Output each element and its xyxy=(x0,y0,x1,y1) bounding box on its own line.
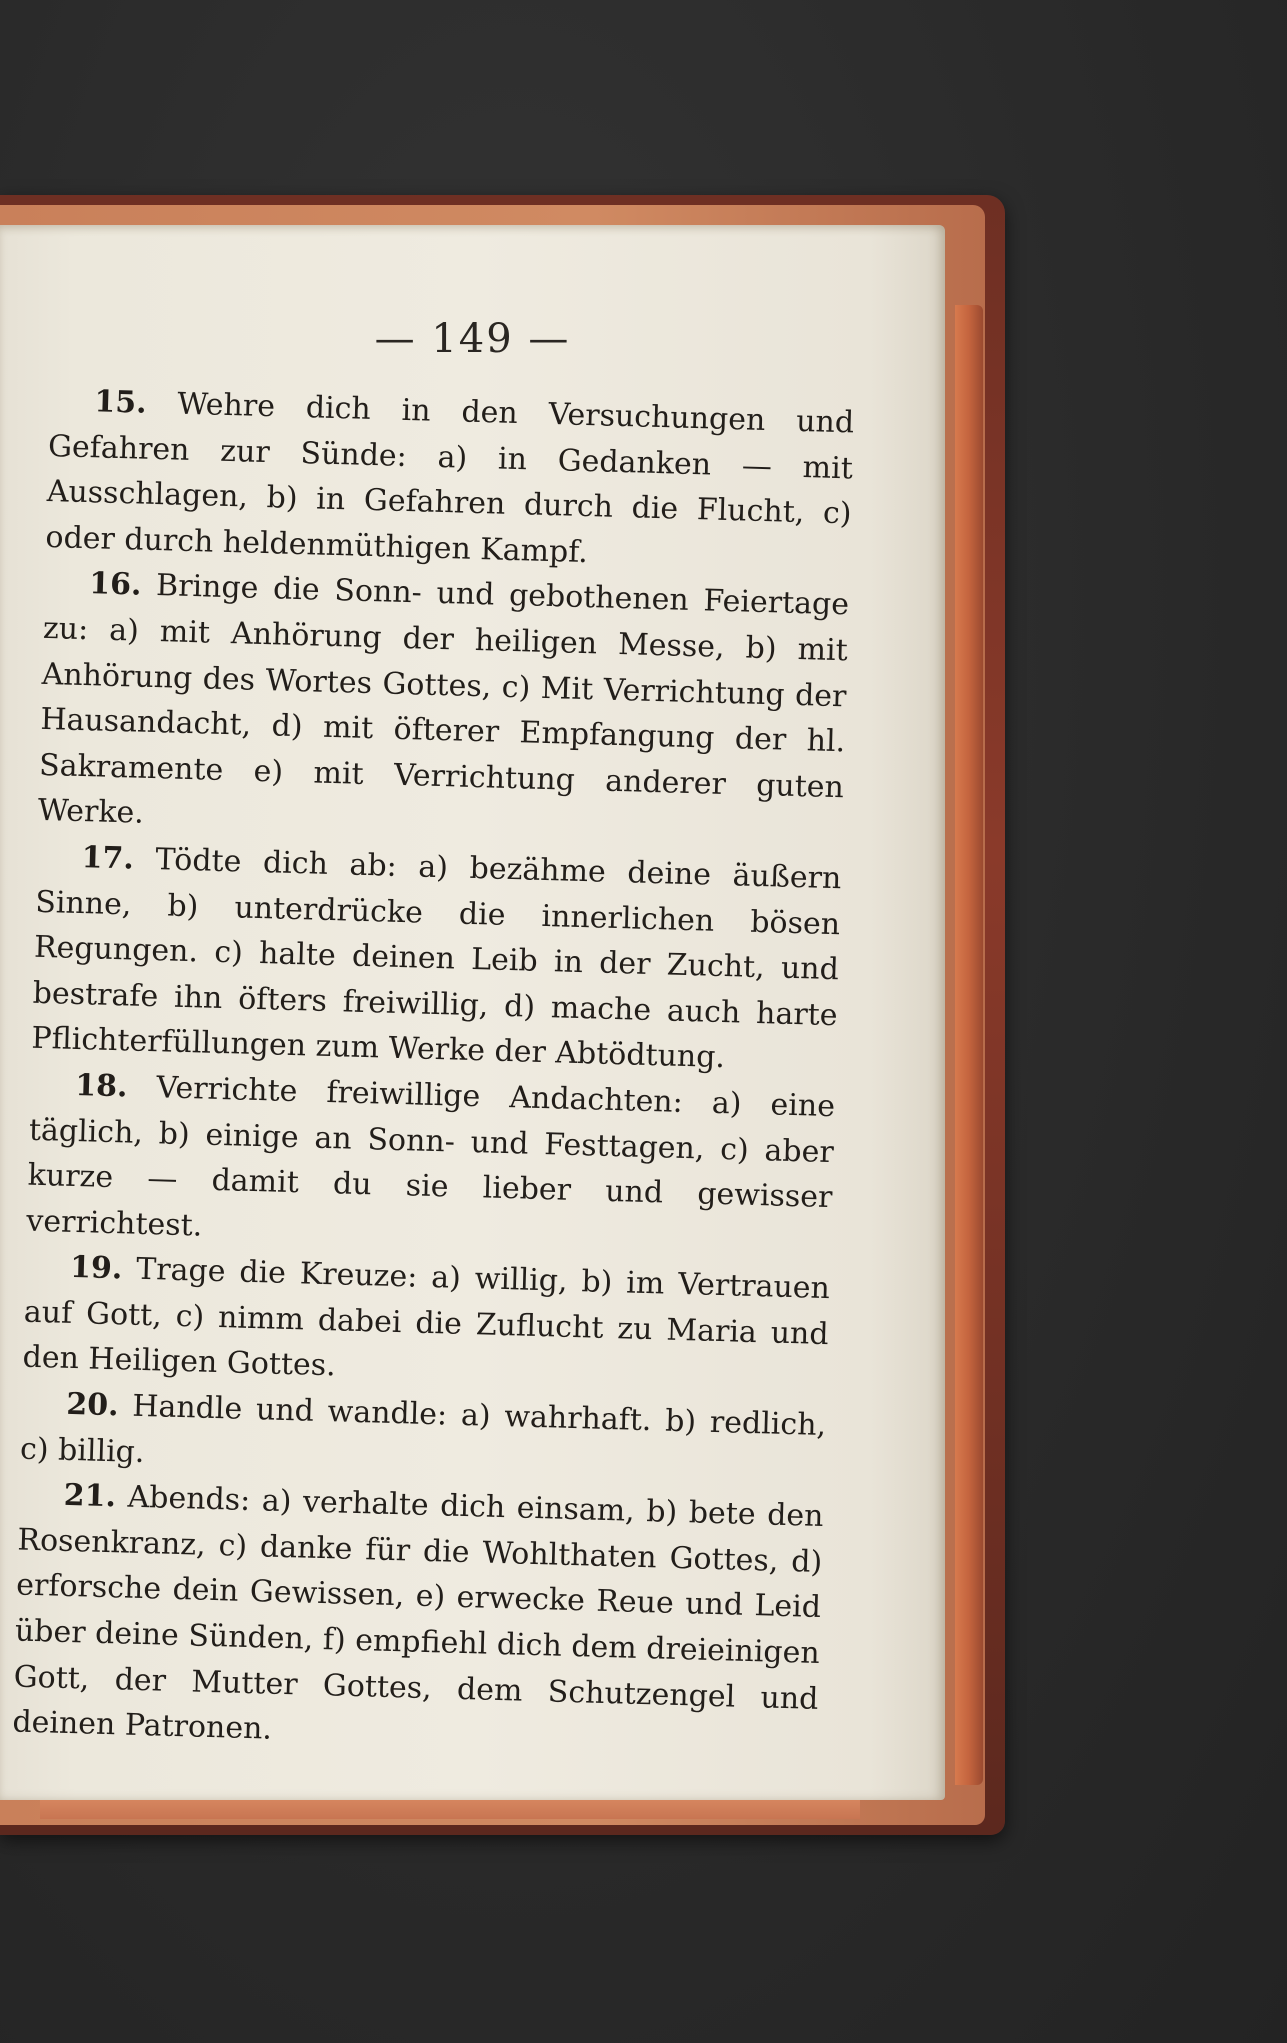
paragraph-18 xyxy=(26,1062,836,1267)
paragraph-text: Bringe die Sonn- und gebothenen Feiertage zu: a) mit Anhörung der heiligen Messe, b) mit Anhörung des Wortes Gottes, c) Mit Verrichtung der Hausandacht, d) mit öfterer Empfangung der hl. Sakramente e) mit Verrichtung anderer guten Werke. xyxy=(37,568,850,832)
paragraph-15 xyxy=(45,378,855,583)
paragraph-16 xyxy=(37,560,849,856)
paragraph-text: Handle und wandle: a) wahrhaft. b) redlich, c) billig. xyxy=(19,1388,827,1470)
paragraph-number: 17. xyxy=(81,840,135,877)
paragraph-number: 20. xyxy=(65,1386,120,1424)
paragraph-21 xyxy=(12,1472,824,1768)
page-number: — 149 — xyxy=(374,316,571,362)
paragraph-text: Wehre dich in den Versuchungen und Gefahren zur Sünde: a) in Gedanken — mit Ausschlagen, b) in Gefahren durch die Flucht, c) oder durch heldenmüthigen Kampf. xyxy=(45,386,855,570)
paragraph-number: 15. xyxy=(93,384,148,421)
paragraph-number: 16. xyxy=(88,566,142,604)
paragraph-text: Tödte dich ab: a) bezähme deine äußern Sinne, b) unterdrücke die innerlichen bösen Regungen. c) halte deinen Leib in der Zucht, und bestrafe ihn öfters freiwillig, d) mache auch harte Pflichterfüllungen zum Werke der Abtödtung. xyxy=(31,842,842,1076)
paragraph-text: Verrichte freiwillige Andachten: a) eine täglich, b) einige an Sonn- und Festtagen, c) aber kurze — damit du sie lieber und gewisser verrichtest. xyxy=(25,1070,836,1244)
paragraph-number: 21. xyxy=(63,1478,117,1515)
paragraph-number: 19. xyxy=(69,1250,123,1287)
paragraph-text: Trage die Kreuze: a) willig, b) im Vertrauen auf Gott, c) nimm dabei die Zuflucht zu Maria und den Heiligen Gottes. xyxy=(22,1252,831,1384)
paragraph-text: Abends: a) verhalte dich einsam, b) bete den Rosenkranz, c) danke für die Wohlthaten Gottes, d) erforsche dein Gewissen, e) erwecke Reue und Leid über deine Sünden, f) empfiehl dich dem dreieinigen Gott, der Mutter Gottes, dem Schutzengel und deinen Patronen. xyxy=(11,1479,824,1747)
paragraph-number: 18. xyxy=(74,1067,128,1105)
paragraph-19 xyxy=(22,1244,831,1403)
paragraph-17 xyxy=(31,834,842,1084)
page-edge-strip xyxy=(955,305,983,1785)
page-text xyxy=(12,378,855,1768)
